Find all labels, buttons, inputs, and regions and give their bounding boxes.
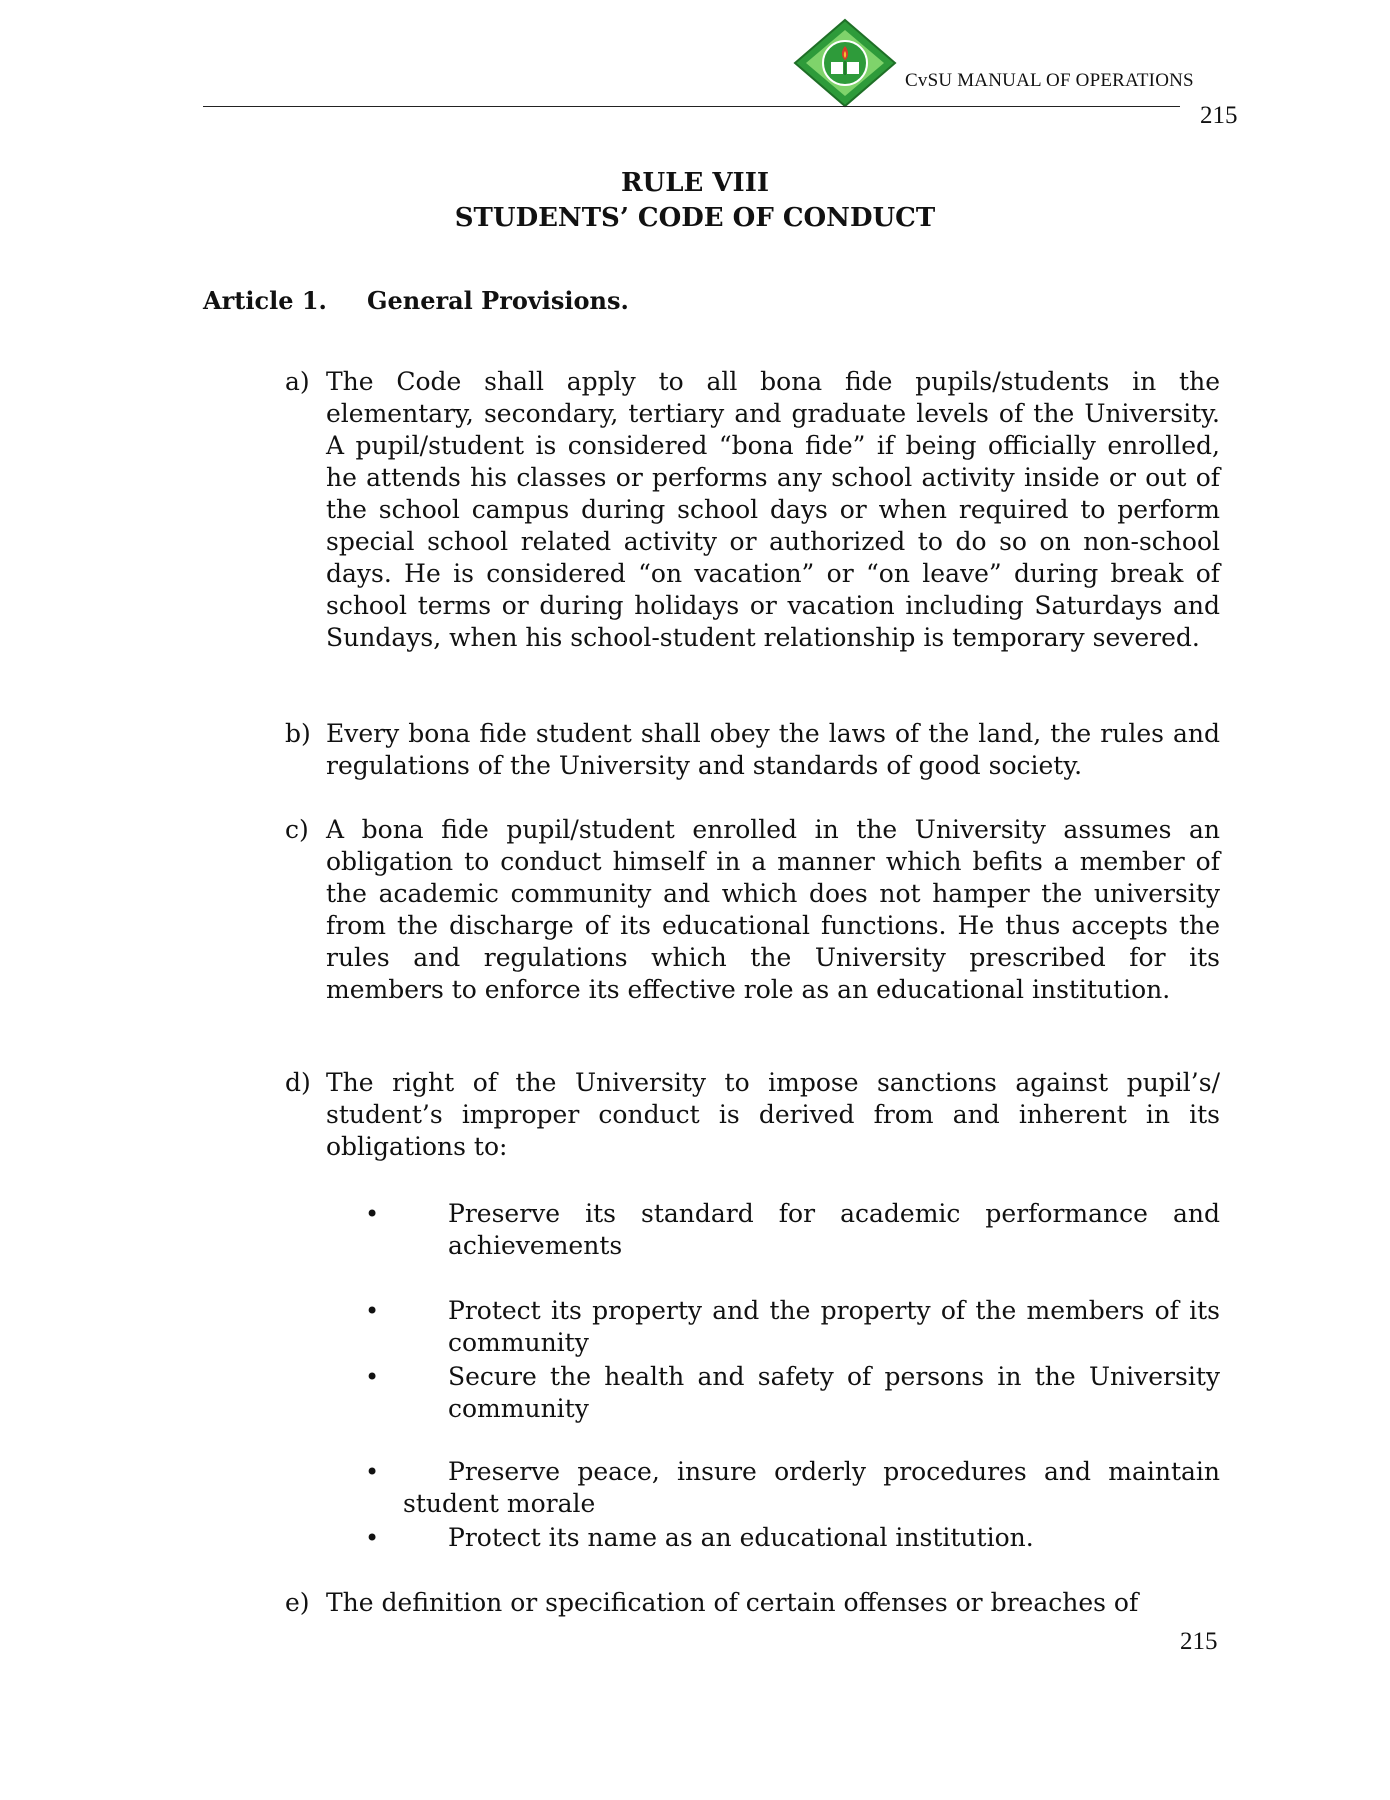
provision-text: The right of the University to impose sanctions against pupil’s/ student’s improper conduct is derived from and inherent in its obligations to: [326, 1068, 1220, 1161]
obligation-item [365, 1295, 1220, 1359]
header-divider [203, 106, 1180, 107]
university-seal-logo-icon [790, 18, 900, 108]
provision-text: A bona fide pupil/student enrolled in the University assumes an obligation to conduct himself in a manner which befits a member of the academic community and which does not hamper the university from the discharge of its educational functions. He thus accepts the rules and regulations which the University prescribed for its members to enforce its effective role as an educational institution. [326, 815, 1220, 1004]
bullet-icon: • [365, 1524, 380, 1552]
provision-marker: c) [285, 815, 309, 844]
manual-title: CvSU MANUAL OF OPERATIONS [905, 70, 1194, 91]
obligation-item [365, 1522, 1220, 1554]
article-title: General Provisions. [367, 286, 629, 315]
provision-text: The Code shall apply to all bona fide pupils/students in the elementary, secondary, tertiary and graduate levels of the University. A pupil/student is considered “bona fide” if being officially enrolled, he attends his classes or performs any school activity inside or out of the school campus during school days or when required to perform special school related activity or authorized to do so on non-school days. He is considered “on vacation” or “on leave” during break of school terms or during holidays or vacation including Saturdays and Sundays, when his school-student relationship is temporary severed. [326, 367, 1220, 652]
provision-marker: d) [285, 1068, 311, 1097]
bullet-icon: • [365, 1458, 380, 1486]
page-number-bottom: 215 [1180, 1628, 1218, 1655]
provision-c [285, 814, 1220, 1006]
provision-marker: e) [285, 1588, 310, 1617]
obligation-item [365, 1456, 1220, 1520]
article-label: Article 1. [203, 286, 327, 315]
provision-text: The definition or specification of certain offenses or breaches of [326, 1588, 1139, 1617]
rule-number: RULE VIII [620, 168, 770, 198]
provision-text: Every bona fide student shall obey the laws of the land, the rules and regulations of the University and standards of good society. [326, 719, 1220, 780]
obligation-text: Protect its property and the property of the members of its community [448, 1296, 1220, 1357]
obligation-text: Preserve its standard for academic performance and achievements [448, 1199, 1220, 1260]
provision-e [285, 1587, 1220, 1619]
rule-title [0, 166, 1390, 236]
obligation-item [365, 1198, 1220, 1262]
provision-marker: a) [285, 367, 310, 396]
obligation-text: Secure the health and safety of persons in the University community [448, 1362, 1220, 1423]
obligation-text: Protect its name as an educational institution. [448, 1523, 1034, 1552]
bullet-icon: • [365, 1297, 380, 1325]
rule-name: STUDENTS’ CODE OF CONDUCT [454, 203, 936, 233]
bullet-icon: • [365, 1363, 380, 1391]
article-heading [203, 286, 629, 315]
page-number-top: 215 [1200, 102, 1238, 129]
provision-a [285, 366, 1220, 654]
bullet-icon: • [365, 1200, 380, 1228]
provision-d [285, 1067, 1220, 1163]
provision-b [285, 718, 1220, 782]
obligation-item [365, 1361, 1220, 1425]
provision-marker: b) [285, 719, 311, 748]
obligation-text: Preserve peace, insure orderly procedures and maintain student morale [403, 1457, 1220, 1518]
